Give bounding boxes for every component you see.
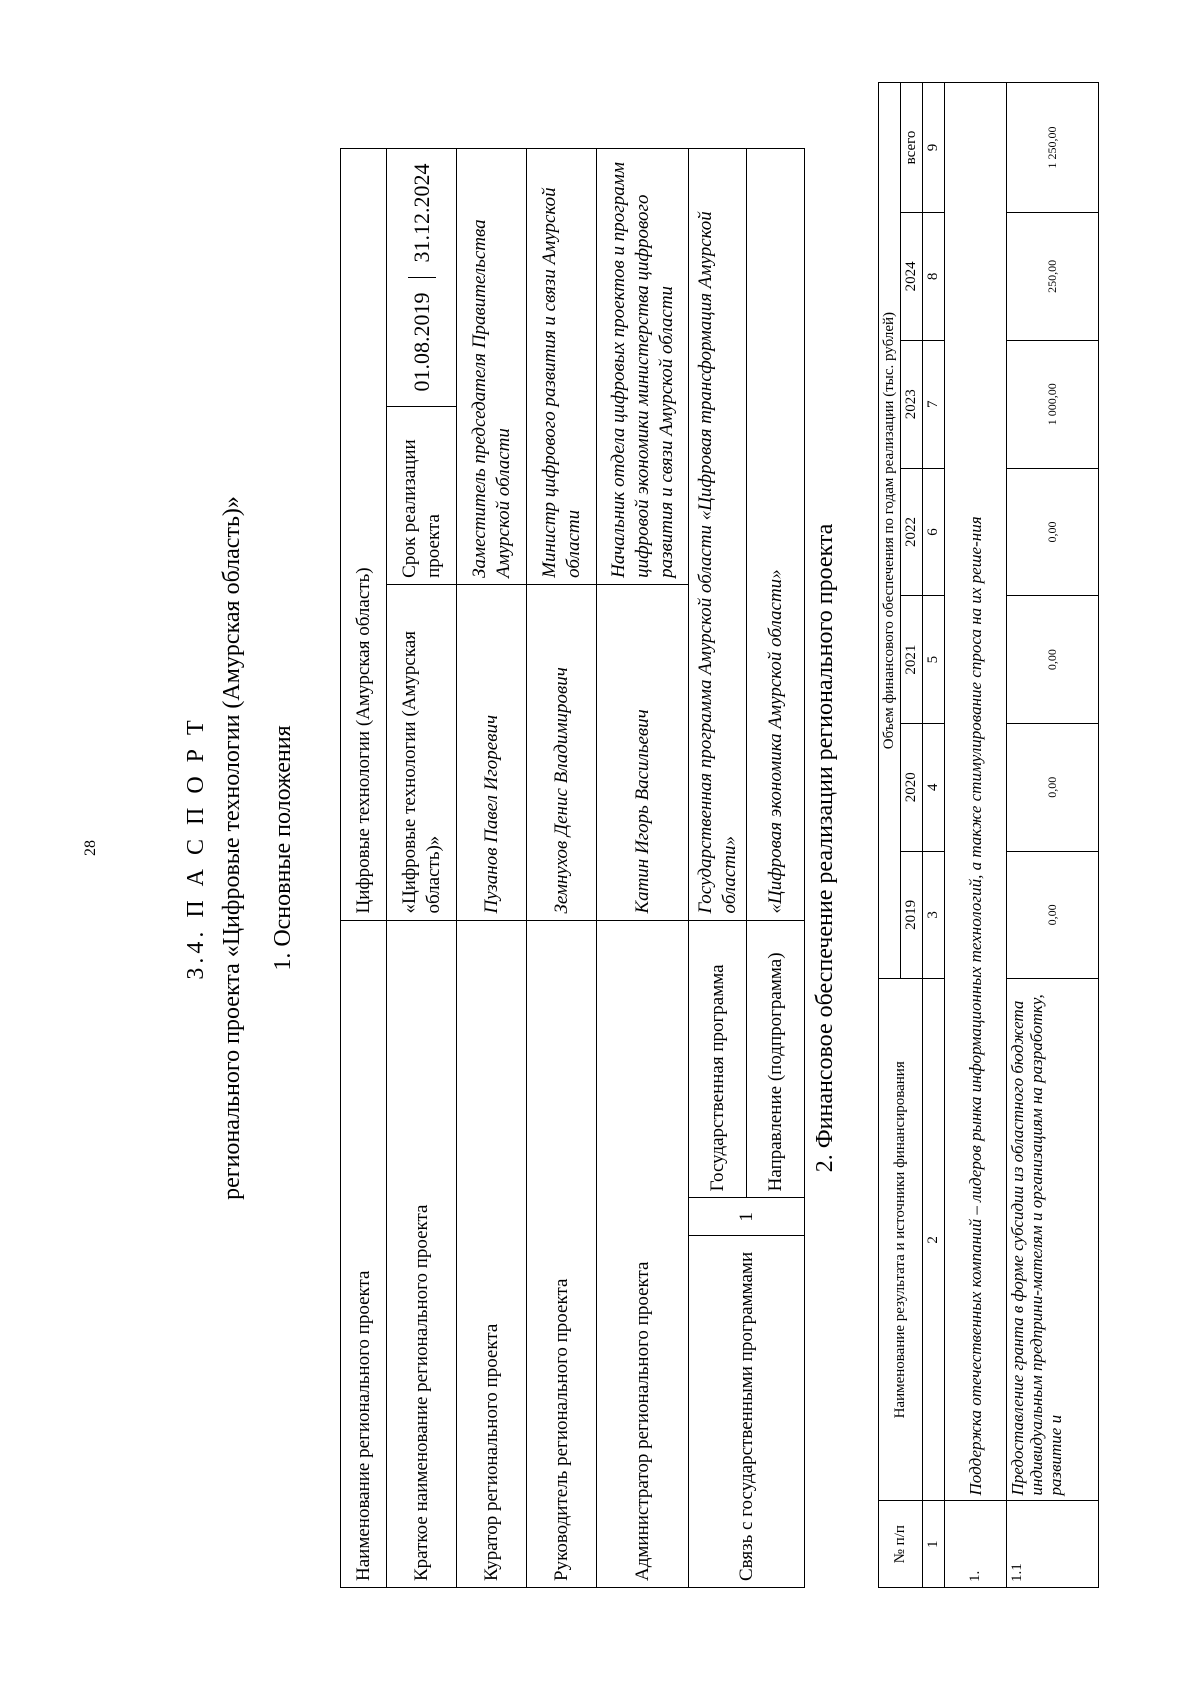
year-header: 2023 bbox=[901, 340, 923, 468]
admin-position: Начальник отдела цифровых проектов и программ цифровой экономики министерства цифрового развития и связи Амурской области bbox=[597, 149, 689, 585]
admin-name: Катин Игорь Васильевич bbox=[597, 584, 689, 920]
short-name-label: Краткое наименование регионального проекта bbox=[387, 920, 457, 1587]
value-cell: 0,00 bbox=[1007, 468, 1099, 596]
column-number-row bbox=[923, 83, 945, 1588]
name-value: Цифровые технологии (Амурская область) bbox=[341, 149, 387, 921]
link-label: Связь с государственными программами bbox=[689, 1236, 805, 1588]
row-number: 1. bbox=[945, 1501, 1007, 1588]
basic-provisions-table bbox=[340, 148, 805, 1588]
col-name-header: Наименование результата и источники финансирования bbox=[879, 979, 923, 1501]
curator-name: Пузанов Павел Игоревич bbox=[457, 584, 527, 920]
table-row bbox=[457, 149, 527, 1588]
value-cell: 0,00 bbox=[1007, 851, 1099, 979]
document-title bbox=[178, 0, 250, 1696]
year-header: 2019 bbox=[901, 851, 923, 979]
result-text: Поддержка отечественных компаний – лидеров рынка информационных технологий, а также стимулирование спроса на их реше-ния bbox=[945, 83, 1007, 1501]
head-label: Руководитель регионального проекта bbox=[527, 920, 597, 1587]
table-header-row bbox=[879, 83, 901, 1588]
value-cell: 250,00 bbox=[1007, 212, 1099, 340]
table-row bbox=[689, 149, 747, 1588]
head-position: Министр цифрового развития и связи Амурской области bbox=[527, 149, 597, 585]
col-volume-header: Объем финансового обеспечения по годам реализации (тыс. рублей) bbox=[879, 83, 901, 979]
link-direction-label: Направление (подпрограмма) bbox=[747, 920, 805, 1198]
result-text: Предоставление гранта в форме субсидии из областного бюджета индивидуальным предприни-мателям и организациям на разработку, развитие и bbox=[1007, 979, 1099, 1501]
column-number: 5 bbox=[923, 596, 945, 724]
value-cell: 0,00 bbox=[1007, 723, 1099, 851]
financing-table bbox=[878, 82, 1099, 1588]
column-number: 8 bbox=[923, 212, 945, 340]
year-header: 2022 bbox=[901, 468, 923, 596]
curator-label: Куратор регионального проекта bbox=[457, 920, 527, 1587]
column-number: 7 bbox=[923, 340, 945, 468]
column-number: 3 bbox=[923, 851, 945, 979]
head-name: Земнухов Денис Владимирович bbox=[527, 584, 597, 920]
page-number: 28 bbox=[82, 840, 99, 856]
link-direction-value: «Цифровая экономика Амурской области» bbox=[747, 149, 805, 921]
term-label: Срок реализации проекта bbox=[387, 406, 457, 584]
section-2-heading: 2. Финансовое обеспечение реализации регионального проекта bbox=[812, 523, 838, 1173]
total-value-cell: 1 250,00 bbox=[1007, 83, 1099, 213]
row-number: 1.1 bbox=[1007, 1501, 1099, 1588]
value-cell: 0,00 bbox=[1007, 596, 1099, 724]
term-dates bbox=[387, 149, 457, 407]
table-row bbox=[597, 149, 689, 1588]
short-name-value: «Цифровые технологии (Амурская область)» bbox=[387, 584, 457, 920]
link-program-label: Государственная программа bbox=[689, 920, 747, 1198]
year-header: 2021 bbox=[901, 596, 923, 724]
admin-label: Администратор регионального проекта bbox=[597, 920, 689, 1587]
link-number: 1 bbox=[689, 1198, 805, 1236]
table-row bbox=[945, 83, 1007, 1588]
curator-position: Заместитель председателя Правительства Амурской области bbox=[457, 149, 527, 585]
year-header: 2020 bbox=[901, 723, 923, 851]
title-line-2: регионального проекта «Цифровые технологии (Амурская область)» bbox=[219, 496, 245, 1200]
table-row bbox=[387, 149, 457, 1588]
column-number: 9 bbox=[923, 83, 945, 213]
column-number: 4 bbox=[923, 723, 945, 851]
column-number: 2 bbox=[923, 979, 945, 1501]
table-row bbox=[1007, 83, 1099, 1588]
column-number: 1 bbox=[923, 1501, 945, 1588]
name-label: Наименование регионального проекта bbox=[341, 920, 387, 1587]
title-line-1: 3.4. П А С П О Р Т bbox=[183, 716, 209, 980]
col-number-header: № п/п bbox=[879, 1501, 923, 1588]
year-header: 2024 bbox=[901, 212, 923, 340]
table-row bbox=[527, 149, 597, 1588]
table-row bbox=[341, 149, 387, 1588]
term-end: 31.12.2024 bbox=[408, 163, 434, 263]
section-1-heading: 1. Основные положения bbox=[270, 725, 296, 971]
total-header: всего bbox=[901, 83, 923, 213]
link-program-value: Государственная программа Амурской области «Цифровая трансформация Амурской области» bbox=[689, 149, 747, 921]
column-number: 6 bbox=[923, 468, 945, 596]
term-start: 01.08.2019 bbox=[408, 278, 436, 406]
value-cell: 1 000,00 bbox=[1007, 340, 1099, 468]
